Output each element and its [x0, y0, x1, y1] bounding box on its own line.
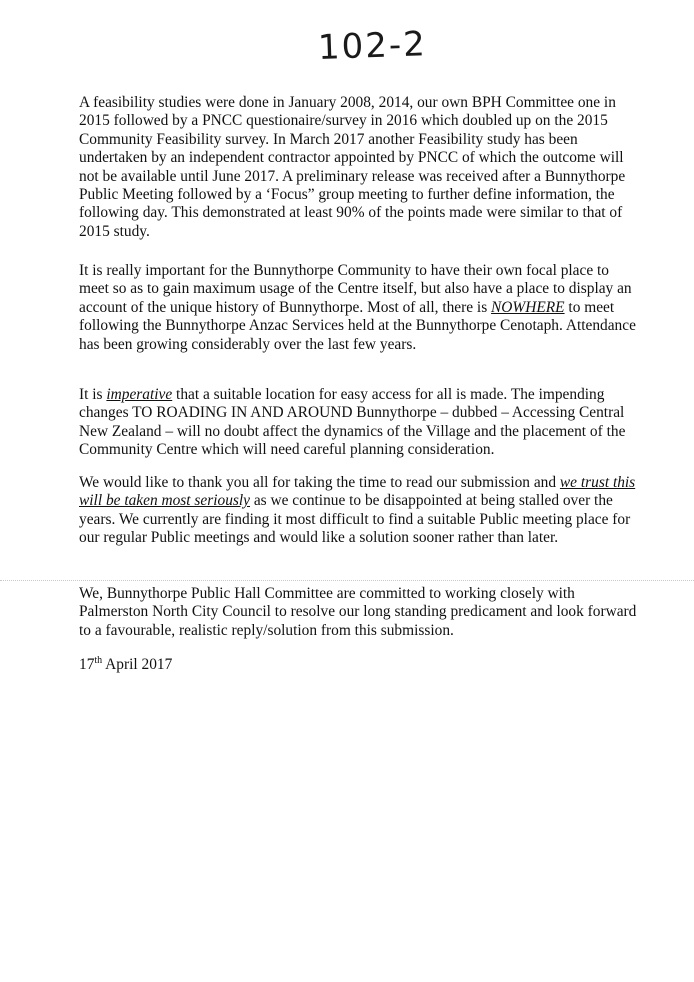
paragraph-text: It is: [79, 386, 107, 403]
paragraph-text: It is really important for the Bunnythorpe Community to have their own focal place to meet so as to gain maximum usage of the Centre itself, but also have a place to display an account of the unique history of Bunnythorpe. Most of all, there is: [79, 262, 632, 316]
scan-line-divider: [0, 580, 694, 581]
handwritten-reference-number: 102-2: [317, 24, 428, 68]
paragraph-text: to meet following the Bunnythorpe Anzac Services held at the Bunnythorpe Cenotaph. Attendance has been growing considerably over the last few years.: [79, 298, 636, 353]
paragraph-feasibility-studies: A feasibility studies were done in January 2008, 2014, our own BPH Committee one in 2015 followed by a PNCC questionaire/survey in 2016 which doubled up on the 2015 Community Feasibility survey. In March 2017 another Feasibility study has been undertaken by an independent contractor appointed by PNCC of which the outcome will not be available until June 2017. A preliminary release was received after a Bunnythorpe Public Meeting followed by a ‘Focus” group meeting to further define information, the following day. This demonstrated at least 90% of the points made were similar to that of 2015 study.: [79, 94, 626, 240]
paragraph-community-focal-place: [79, 262, 639, 354]
emphasis-nowhere: NOWHERE: [491, 298, 565, 316]
emphasis-imperative: imperative: [106, 386, 173, 403]
paragraph-text: We would like to thank you all for taking the time to read our submission and: [79, 474, 560, 491]
paragraph-location-access: [79, 386, 639, 460]
paragraph-committee-commitment: We, Bunnythorpe Public Hall Committee are committed to working closely with Palmerston North City Council to resolve our long standing predicament and look forward to a favourable, realistic reply/solution from this submission.: [79, 585, 637, 639]
date-day: 17: [79, 656, 95, 673]
emphasis-trust-seriously: we trust this will be taken most seriously: [79, 474, 636, 510]
date-suffix: th: [94, 654, 103, 666]
paragraph-thank-you: [79, 474, 639, 548]
document-date: [79, 656, 639, 674]
paragraph-text: as we continue to be disappointed at being stalled over the years. We currently are finding it most difficult to find a suitable Public meeting place for our regular Public meetings and would like a solution sooner rather than later.: [79, 492, 631, 547]
date-month-year: April 2017: [102, 656, 173, 673]
paragraph-text: that a suitable location for easy access for all is made. The impending changes TO ROADING IN AND AROUND Bunnythorpe – dubbed – Accessing Central New Zealand – will no doubt affect the dynamics of the Village and the placement of the Community Centre which will need careful planning consideration.: [79, 386, 626, 459]
